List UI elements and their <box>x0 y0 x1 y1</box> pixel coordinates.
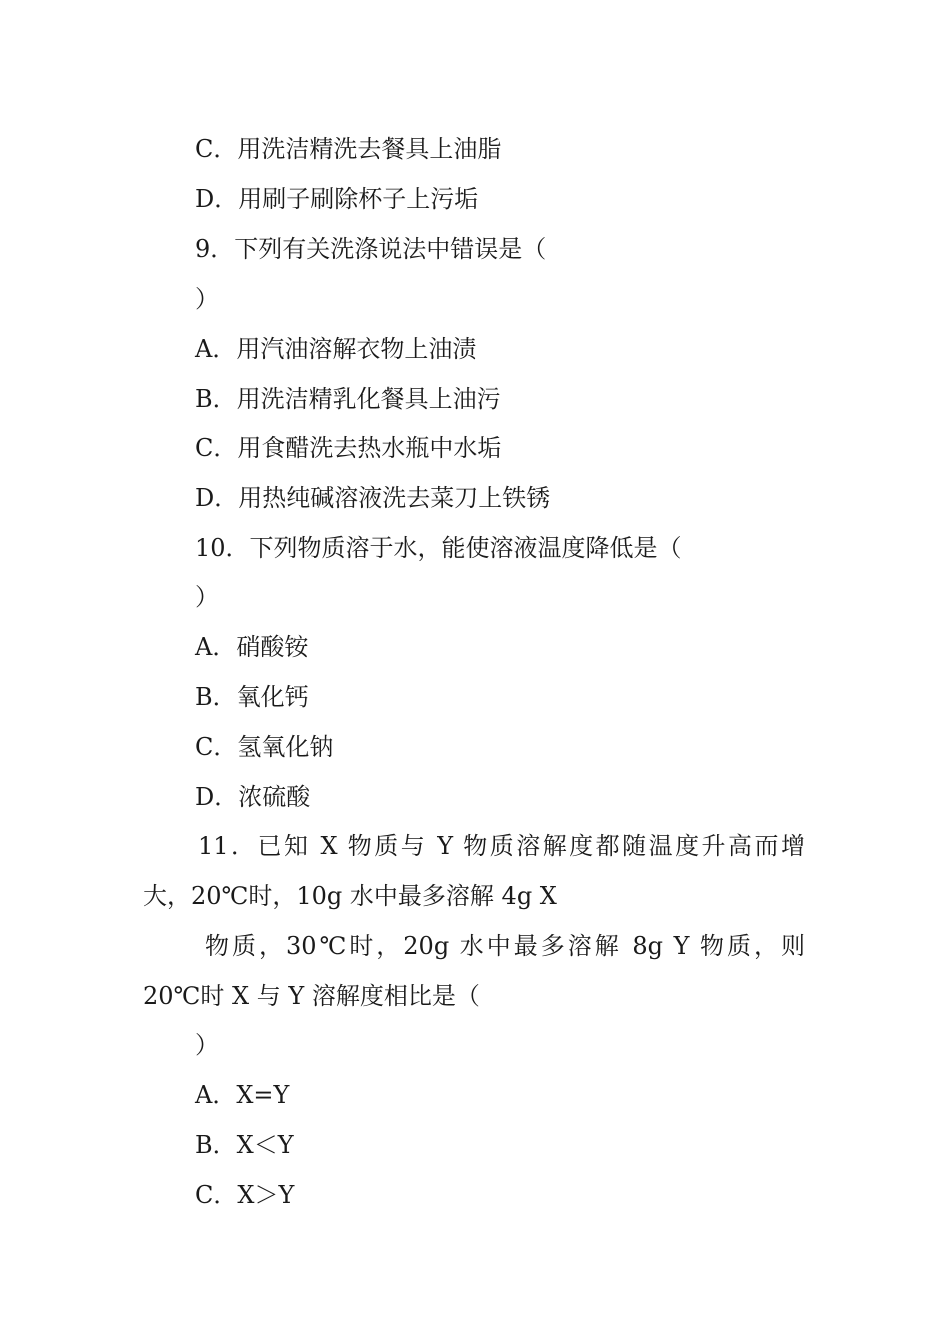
question-10-close: ） <box>195 583 219 611</box>
option-11c: C．X＞Y <box>195 1181 295 1209</box>
question-10: 10．下列物质溶于水，能使溶液温度降低是（ <box>195 534 682 562</box>
question-9-close: ） <box>195 285 219 313</box>
question-11-line-4: 20℃时 X 与 Y 溶解度相比是（ <box>143 982 480 1010</box>
option-9d: D．用热纯碱溶液洗去菜刀上铁锈 <box>195 484 551 512</box>
option-8c: C．用洗洁精洗去餐具上油脂 <box>195 135 502 163</box>
option-10b: B．氧化钙 <box>195 683 309 711</box>
option-10d: D．浓硫酸 <box>195 783 311 811</box>
option-9a: A．用汽油溶解衣物上油渍 <box>195 335 477 363</box>
option-9b: B．用洗洁精乳化餐具上油污 <box>195 385 501 413</box>
option-10c: C．氢氧化钠 <box>195 733 334 761</box>
question-9: 9．下列有关洗涤说法中错误是（ <box>195 235 547 263</box>
option-8d: D．用刷子刷除杯子上污垢 <box>195 185 479 213</box>
option-11a: A．X=Y <box>195 1081 290 1109</box>
question-11-line-1: 11．已知 X 物质与 Y 物质溶解度都随温度升高而增 <box>198 832 805 860</box>
question-11-line-3: 物质，30℃时，20g 水中最多溶解 8g Y 物质，则 <box>205 932 805 960</box>
option-9c: C．用食醋洗去热水瓶中水垢 <box>195 434 502 462</box>
option-10a: A．硝酸铵 <box>195 633 309 661</box>
option-11b: B．X＜Y <box>195 1131 294 1159</box>
question-11-close: ） <box>195 1031 219 1059</box>
question-11-line-2: 大，20℃时，10g 水中最多溶解 4g X <box>143 882 557 910</box>
